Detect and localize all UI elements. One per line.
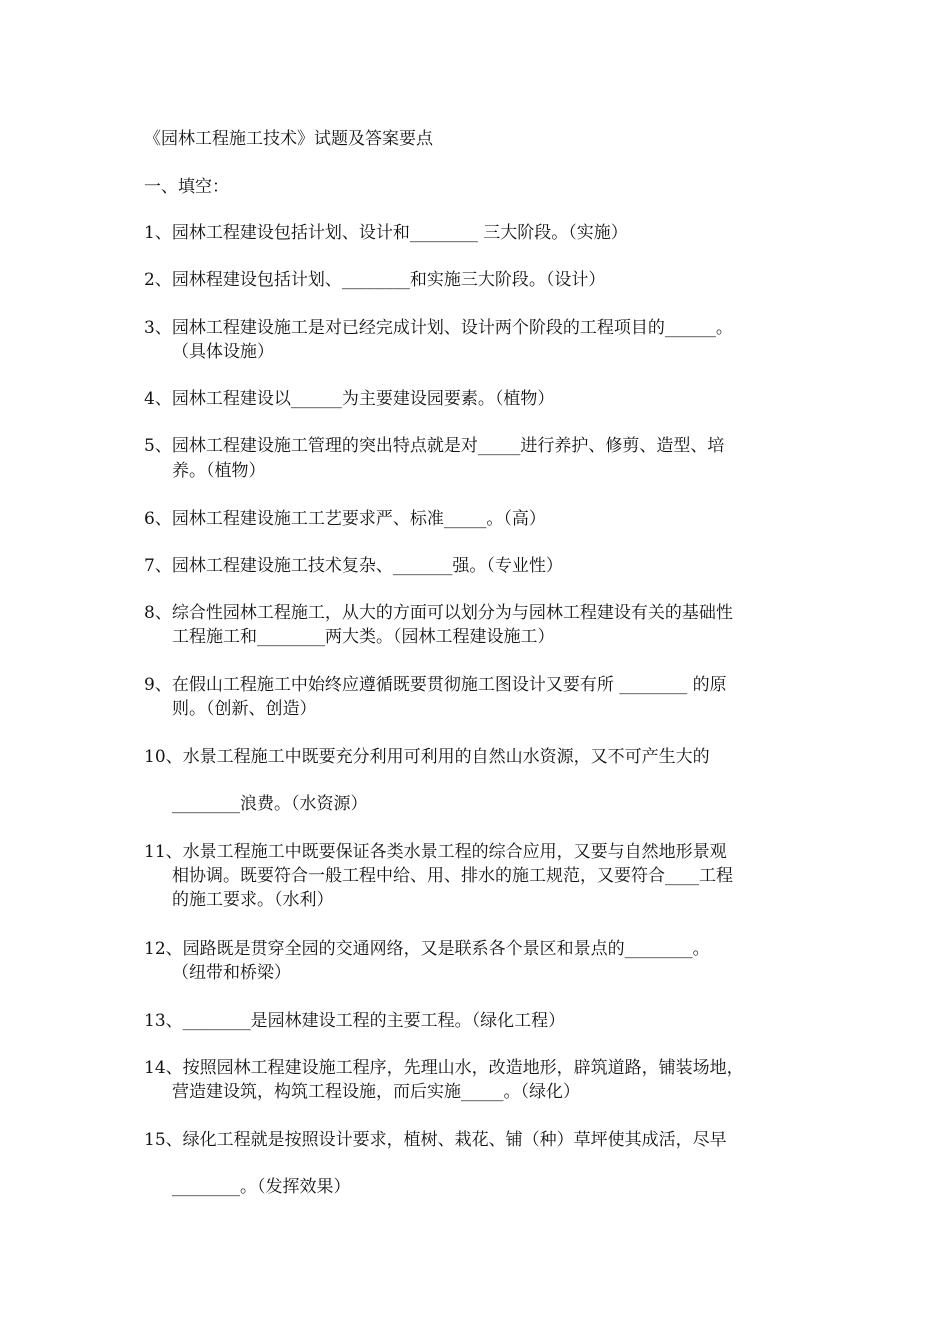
question-14: 14、按照园林工程建设施工程序，先理山水，改造地形，辟筑道路，铺装场地，: [144, 1058, 744, 1078]
question-12-cont: （纽带和桥梁）: [172, 963, 291, 983]
question-13: 13、________是园林建设工程的主要工程。（绿化工程）: [144, 1011, 566, 1031]
question-2: 2、园林程建设包括计划、________和实施三大阶段。（设计）: [144, 270, 606, 290]
question-11-cont-2: 的施工要求。（水利）: [172, 890, 334, 910]
question-10: 10、水景工程施工中既要充分利用可利用的自然山水资源，又不可产生大的: [144, 747, 710, 767]
question-3: 3、园林工程建设施工是对已经完成计划、设计两个阶段的工程项目的______。: [144, 318, 733, 338]
question-5: 5、园林工程建设施工管理的突出特点就是对_____进行养护、修剪、造型、培: [144, 436, 725, 456]
question-5-cont: 养。（植物）: [172, 461, 266, 481]
question-9-cont: 则。（创新、创造）: [172, 699, 317, 719]
question-3-cont: （具体设施）: [172, 342, 274, 362]
question-8: 8、综合性园林工程施工，从大的方面可以划分为与园林工程建设有关的基础性: [144, 603, 733, 623]
question-8-cont: 工程施工和________两大类。（园林工程建设施工）: [172, 627, 555, 647]
document-title: 《园林工程施工技术》试题及答案要点: [144, 129, 433, 149]
question-9: 9、在假山工程施工中始终应遵循既要贯彻施工图设计又要有所 ________ 的原: [144, 675, 727, 695]
question-12: 12、园路既是贯穿全园的交通网络，又是联系各个景区和景点的________。: [144, 939, 710, 959]
question-4: 4、园林工程建设以______为主要建设园要素。（植物）: [144, 389, 555, 409]
section-heading: 一、填空：: [144, 177, 229, 197]
question-6: 6、园林工程建设施工工艺要求严、标准_____。（高）: [144, 509, 546, 529]
question-15-cont: ________。（发挥效果）: [172, 1177, 351, 1197]
question-10-cont: ________浪费。（水资源）: [172, 794, 368, 814]
question-7: 7、园林工程建设施工技术复杂、_______强。（专业性）: [144, 556, 563, 576]
question-1: 1、园林工程建设包括计划、设计和________ 三大阶段。（实施）: [144, 223, 628, 243]
question-11-cont-1: 相协调。既要符合一般工程中给、用、排水的施工规范，又要符合____工程: [172, 866, 733, 886]
question-14-cont: 营造建设筑，构筑工程设施，而后实施_____。（绿化）: [172, 1082, 580, 1102]
question-15: 15、绿化工程就是按照设计要求，植树、栽花、铺（种）草坪使其成活，尽早: [144, 1130, 727, 1150]
question-11: 11、水景工程施工中既要保证各类水景工程的综合应用，又要与自然地形景观: [144, 842, 727, 862]
